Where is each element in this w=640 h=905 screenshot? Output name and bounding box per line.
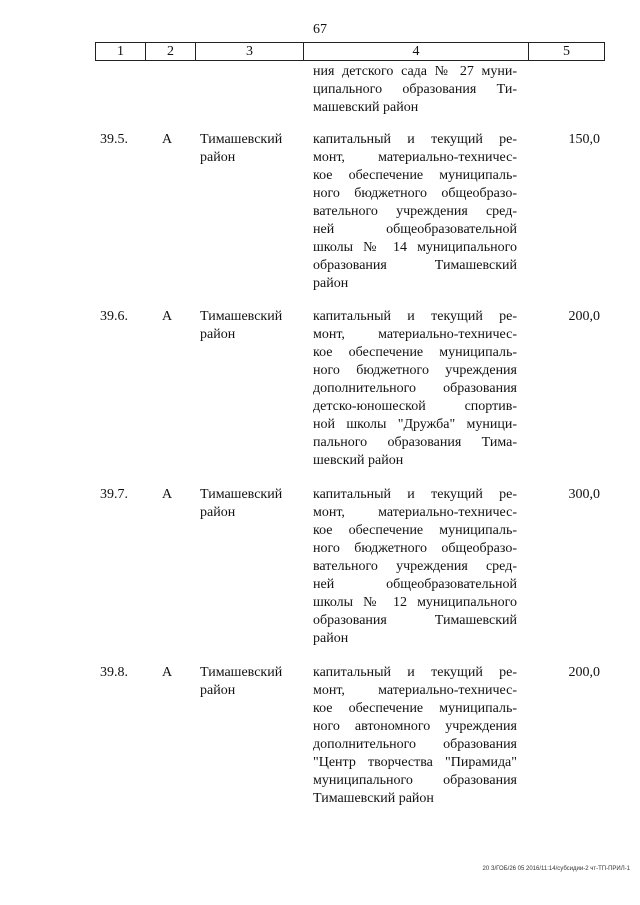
item-area: [200, 486, 300, 522]
item-area: [200, 131, 300, 167]
desc-line: образования Тимашевский: [313, 613, 517, 628]
desc-line: кое обеспечение муниципаль-: [313, 345, 517, 360]
item-description: [313, 486, 517, 648]
desc-line: муниципального образования: [313, 773, 517, 788]
footer-stamp: 20 З/ГОБ/26 05 2016/11:14/субсидии-2 чт-ТП-ПРИЛ-1: [482, 866, 630, 872]
desc-line: капитальный и текущий ре-: [313, 309, 517, 324]
item-number: 39.5.: [100, 132, 128, 147]
desc-line: кое обеспечение муниципаль-: [313, 701, 517, 716]
desc-line: кое обеспечение муниципаль-: [313, 523, 517, 538]
item-amount: 200,0: [568, 665, 600, 680]
desc-line: ной школы "Дружба" муници-: [313, 417, 517, 432]
column-header-4: 4: [304, 43, 529, 60]
desc-line: школы № 14 муниципального: [313, 240, 517, 255]
desc-line: ного бюджетного общеобразо-: [313, 186, 517, 201]
desc-line: район: [313, 276, 349, 291]
desc-line: капитальный и текущий ре-: [313, 665, 517, 680]
continuation-text: [313, 63, 517, 117]
desc-line: "Центр творчества "Пирамида": [313, 755, 517, 770]
desc-line: вательного учреждения сред-: [313, 204, 517, 219]
desc-line: ного бюджетного общеобразо-: [313, 541, 517, 556]
desc-line: дополнительного образования: [313, 381, 517, 396]
desc-line: капитальный и текущий ре-: [313, 487, 517, 502]
desc-line: кое обеспечение муниципаль-: [313, 168, 517, 183]
item-number: 39.8.: [100, 665, 128, 680]
desc-line: вательного учреждения сред-: [313, 559, 517, 574]
continuation-line: машевский район: [313, 100, 419, 115]
item-area: [200, 308, 300, 344]
item-code: А: [162, 487, 173, 502]
item-code: А: [162, 309, 173, 324]
area-line: район: [200, 505, 236, 520]
item-amount: 300,0: [568, 487, 600, 502]
desc-line: капитальный и текущий ре-: [313, 132, 517, 147]
item-code: А: [162, 132, 173, 147]
page-number: 67: [313, 22, 327, 37]
area-line: район: [200, 327, 236, 342]
item-number: 39.6.: [100, 309, 128, 324]
item-amount: 150,0: [568, 132, 600, 147]
desc-line: ного автономного учреждения: [313, 719, 517, 734]
desc-line: монт, материально-техничес-: [313, 327, 517, 342]
desc-line: монт, материально-техничес-: [313, 683, 517, 698]
column-header-row: [95, 42, 605, 61]
area-line: район: [200, 150, 236, 165]
desc-line: монт, материально-техничес-: [313, 150, 517, 165]
item-area: [200, 664, 300, 700]
column-header-5: 5: [563, 44, 570, 59]
continuation-line: ния детского сада № 27 муни-: [313, 64, 517, 79]
item-description: [313, 308, 517, 470]
desc-line: детско-юношеской спортив-: [313, 399, 517, 414]
column-header-3: 3: [196, 43, 304, 60]
item-amount: 200,0: [568, 309, 600, 324]
item-code: А: [162, 665, 173, 680]
desc-line: ней общеобразовательной: [313, 577, 517, 592]
desc-line: монт, материально-техничес-: [313, 505, 517, 520]
desc-line: район: [313, 631, 349, 646]
desc-line: школы № 12 муниципального: [313, 595, 517, 610]
column-header-1: 1: [96, 43, 146, 60]
desc-line: Тимашевский район: [313, 791, 434, 806]
desc-line: шевский район: [313, 453, 404, 468]
item-description: [313, 131, 517, 293]
desc-line: ного бюджетного учреждения: [313, 363, 517, 378]
area-line: Тимашевский: [200, 132, 283, 147]
column-header-2: 2: [146, 43, 196, 60]
desc-line: дополнительного образования: [313, 737, 517, 752]
continuation-line: ципального образования Ти-: [313, 82, 517, 97]
item-number: 39.7.: [100, 487, 128, 502]
desc-line: ней общеобразовательной: [313, 222, 517, 237]
item-description: [313, 664, 517, 808]
desc-line: пального образования Тима-: [313, 435, 517, 450]
area-line: Тимашевский: [200, 309, 283, 324]
desc-line: образования Тимашевский: [313, 258, 517, 273]
area-line: Тимашевский: [200, 665, 283, 680]
area-line: Тимашевский: [200, 487, 283, 502]
area-line: район: [200, 683, 236, 698]
